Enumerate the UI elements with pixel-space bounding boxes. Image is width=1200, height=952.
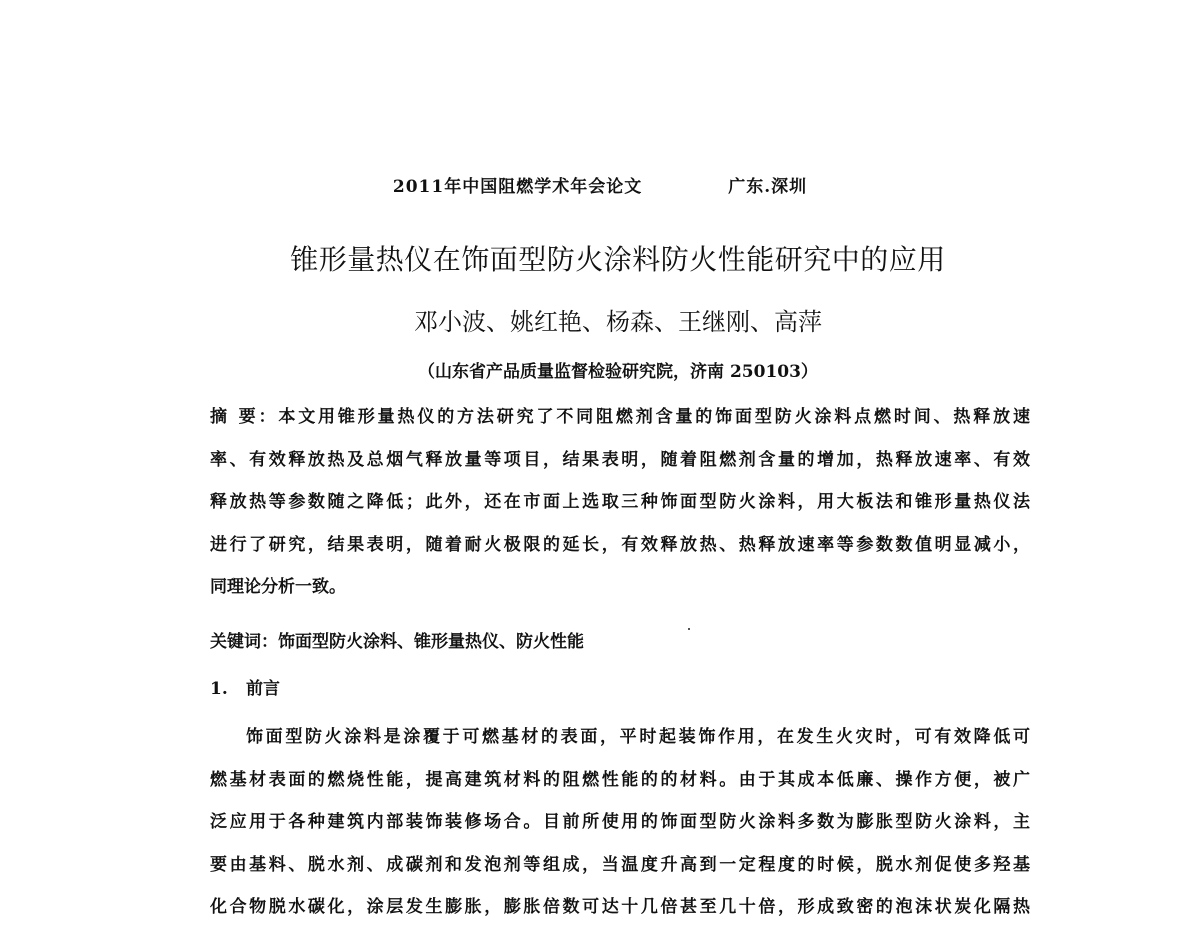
abstract-line: 摘 要：本文用锥形量热仪的方法研究了不同阻燃剂含量的饰面型防火涂料点燃时间、热释放速 bbox=[210, 407, 1030, 427]
paragraph-line: 化合物脱水碳化，涂层发生膨胀，膨胀倍数可达十几倍甚至几十倍，形成致密的泡沫状炭化隔热 bbox=[210, 897, 1030, 918]
paper-authors: 邓小波、姚红艳、杨森、王继刚、高萍 bbox=[414, 308, 822, 336]
paragraph-line: 饰面型防火涂料是涂覆于可燃基材的表面，平时起装饰作用，在发生火灾时，可有效降低可 bbox=[246, 727, 1030, 747]
introduction-paragraph bbox=[210, 716, 1030, 929]
conference-header bbox=[0, 172, 1200, 197]
abstract-line: 释放热等参数随之降低；此外，还在市面上选取三种饰面型防火涂料，用大板法和锥形量热仪法 bbox=[210, 492, 1030, 513]
scan-speck bbox=[688, 628, 690, 630]
conference-location: 广东.深圳 bbox=[728, 177, 808, 197]
abstract-line: 同理论分析一致。 bbox=[210, 577, 346, 598]
section-title: 前言 bbox=[246, 679, 280, 699]
paper-affiliation: （山东省产品质量监督检验研究院，济南 250103） bbox=[418, 362, 818, 382]
paragraph-line: 泛应用于各种建筑内部装饰装修场合。目前所使用的饰面型防火涂料多数为膨胀型防火涂料，主 bbox=[210, 812, 1030, 833]
section-heading bbox=[210, 674, 280, 699]
keywords-label: 关键词： bbox=[210, 632, 278, 652]
paragraph-line: 燃基材表面的燃烧性能，提高建筑材料的阻燃性能的的材料。由于其成本低廉、操作方便，被广 bbox=[210, 769, 1030, 790]
abstract-label: 摘 要： bbox=[210, 407, 279, 427]
keywords-text: 饰面型防火涂料、锥形量热仪、防火性能 bbox=[278, 632, 584, 652]
conference-name: 2011年中国阻燃学术年会论文 bbox=[392, 177, 643, 197]
paper-title: 锥形量热仪在饰面型防火涂料防火性能研究中的应用 bbox=[290, 243, 946, 276]
abstract-line: 率、有效释放热及总烟气释放量等项目，结果表明，随着阻燃剂含量的增加，热释放速率、有效 bbox=[210, 449, 1030, 470]
paragraph-line: 要由基料、脱水剂、成碳剂和发泡剂等组成，当温度升高到一定程度的时候，脱水剂促使多羟基 bbox=[210, 854, 1030, 875]
section-number: 1. bbox=[210, 679, 228, 699]
abstract-line: 进行了研究，结果表明，随着耐火极限的延长，有效释放热、热释放速率等参数数值明显减小， bbox=[210, 534, 1030, 555]
keywords bbox=[210, 627, 584, 652]
abstract bbox=[210, 396, 1030, 609]
